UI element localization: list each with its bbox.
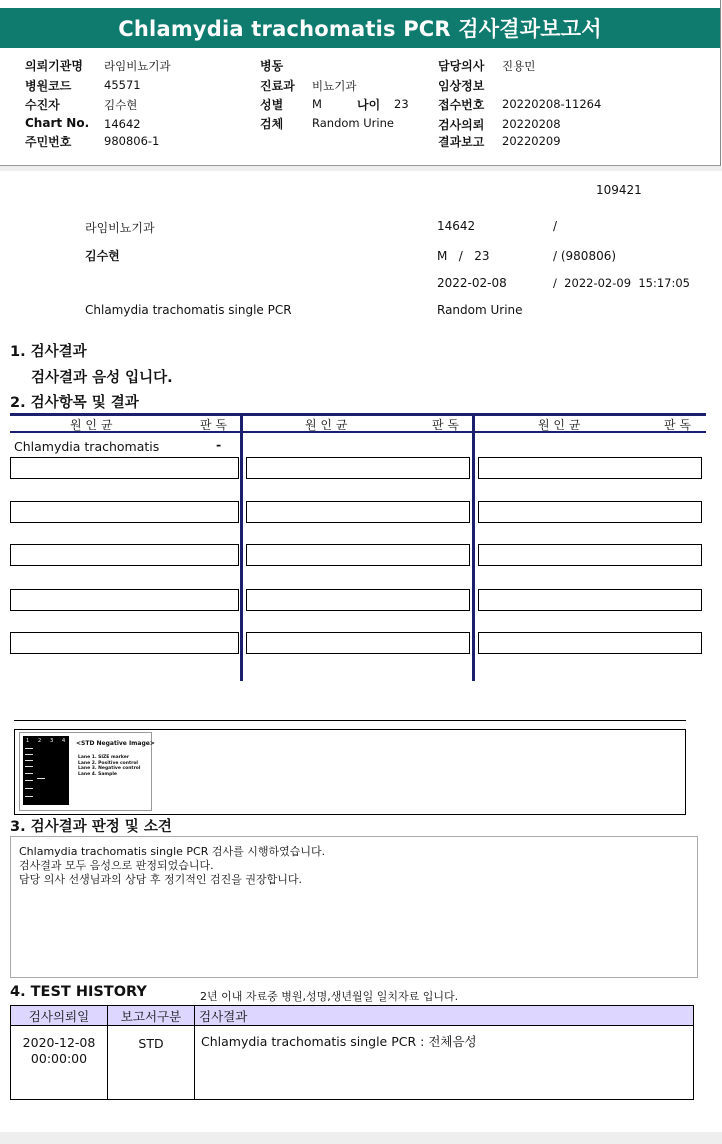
result-box <box>478 501 702 523</box>
value-department: 비뇨기과 <box>312 79 357 93</box>
opinion-line: 검사결과 모두 음성으로 판정되었습니다. <box>19 859 214 872</box>
result-box <box>10 589 239 611</box>
report-title: Chlamydia trachomatis PCR 검사결과보고서 <box>0 8 720 48</box>
col-organism-2: 원 인 균 <box>305 418 348 432</box>
section2-heading: 2. 검사항목 및 결과 <box>10 395 139 411</box>
info-sex-age: M / 23 <box>437 249 490 263</box>
info-patient: 김수현 <box>85 249 120 263</box>
result-box <box>478 632 702 654</box>
result-box <box>10 501 239 523</box>
value-request-date: 20220208 <box>502 117 561 131</box>
label-chart-no: Chart No. <box>25 116 90 130</box>
gel-band <box>25 748 33 749</box>
gel-band <box>37 778 45 779</box>
history-col-type: 보고서구분 <box>108 1006 195 1026</box>
history-result: Chlamydia trachomatis single PCR : 전체음성 <box>195 1026 694 1100</box>
table-row <box>11 1026 694 1100</box>
label-hospital-code: 병원코드 <box>25 79 72 93</box>
gel-electrophoresis-image <box>23 736 69 805</box>
item-result: - <box>216 437 222 452</box>
gel-band <box>25 760 33 761</box>
history-date-cell <box>11 1026 108 1100</box>
result-box <box>10 632 239 654</box>
label-doctor: 담당의사 <box>438 59 485 73</box>
gel-legend-line: Lane 2. Positive control <box>78 760 138 766</box>
gel-band <box>25 788 33 789</box>
col-judge-1: 판 독 <box>200 418 227 432</box>
history-header-row <box>11 1006 694 1026</box>
opinion-box <box>10 836 698 978</box>
info-test-name: Chlamydia trachomatis single PCR <box>85 303 292 317</box>
value-report-date: 20220209 <box>502 134 561 148</box>
results-table-divider-2 <box>472 413 475 681</box>
label-receipt-no: 접수번호 <box>438 98 485 112</box>
history-col-result: 검사결과 <box>195 1006 694 1026</box>
results-table-top-rule <box>10 413 706 416</box>
value-resident-no: 980806-1 <box>104 134 160 148</box>
info-clinic: 라임비뇨기과 <box>85 221 155 235</box>
result-box <box>246 457 470 479</box>
result-box <box>478 544 702 566</box>
image-top-rule <box>14 720 686 721</box>
gel-band <box>25 773 33 774</box>
gel-legend-lines <box>78 755 140 777</box>
label-ward: 병동 <box>260 59 284 73</box>
gel-band <box>25 766 33 767</box>
gel-lane-3: 3 <box>50 738 54 744</box>
results-table-divider-1 <box>240 413 243 681</box>
gel-legend-line: Lane 1. SIZE marker <box>78 755 130 760</box>
label-report-date: 결과보고 <box>438 135 485 149</box>
opinion-line: Chlamydia trachomatis single PCR 검사를 시행하였습니다. <box>19 845 326 858</box>
info-chart: 14642 <box>437 219 476 233</box>
footer-strip <box>0 1132 722 1144</box>
value-age: 23 <box>394 97 409 111</box>
section1-result: 검사결과 음성 입니다. <box>31 370 173 386</box>
gel-lane-1: 1 <box>26 738 30 744</box>
info-birth: / (980806) <box>553 249 617 263</box>
gel-lane-4: 4 <box>62 738 66 744</box>
section3-heading: 3. 검사결과 판정 및 소견 <box>10 819 172 835</box>
col-organism-1: 원 인 균 <box>70 418 113 432</box>
gel-legend-line: Lane 4. Sample <box>78 771 117 777</box>
section1-heading: 1. 검사결과 <box>10 344 87 360</box>
opinion-line: 담당 의사 선생님과의 상담 후 정기적인 검진을 권장합니다. <box>19 873 302 886</box>
col-judge-2: 판 독 <box>432 418 459 432</box>
result-box <box>10 457 239 479</box>
history-date: 2020-12-08 <box>22 1035 96 1050</box>
result-box <box>246 501 470 523</box>
result-box <box>246 632 470 654</box>
info-report-datetime: / 2022-02-09 15:17:05 <box>553 276 690 290</box>
item-organism: Chlamydia trachomatis <box>14 439 160 454</box>
results-table-header-rule <box>10 431 706 433</box>
gel-band <box>25 796 33 797</box>
info-slash: / <box>553 219 558 233</box>
section4-heading: 4. TEST HISTORY <box>10 984 147 1000</box>
value-specimen: Random Urine <box>312 116 394 130</box>
history-time: 00:00:00 <box>30 1051 88 1066</box>
label-request-date: 검사의뢰 <box>438 118 485 132</box>
gel-legend-title: <STD Negative Image> <box>76 740 155 747</box>
info-specimen: Random Urine <box>437 303 523 317</box>
history-col-date: 검사의뢰일 <box>11 1006 108 1026</box>
history-table <box>10 1005 694 1100</box>
label-sex: 성별 <box>260 98 284 112</box>
label-patient: 수진자 <box>25 98 60 112</box>
gel-band <box>25 780 33 781</box>
history-note: 2년 이내 자료중 병원,성명,생년월일 일치자료 입니다. <box>200 990 459 1003</box>
value-requesting-clinic: 라임비뇨기과 <box>104 59 171 73</box>
label-age: 나이 <box>357 98 381 112</box>
label-requesting-clinic: 의뢰기관명 <box>25 59 83 73</box>
col-judge-3: 판 독 <box>664 418 691 432</box>
value-receipt-no: 20220208-11264 <box>502 97 602 111</box>
info-request-date: 2022-02-08 <box>437 276 507 290</box>
col-organism-3: 원 인 균 <box>538 418 581 432</box>
result-box <box>246 544 470 566</box>
value-sex: M <box>312 97 322 111</box>
value-doctor: 진용민 <box>502 59 536 73</box>
header-strip <box>0 166 722 171</box>
value-hospital-code: 45571 <box>104 78 141 92</box>
result-box <box>246 589 470 611</box>
value-chart-no: 14642 <box>104 117 141 131</box>
gel-legend-line: Lane 3. Negative control <box>78 766 141 771</box>
label-clinical-info: 임상정보 <box>438 79 485 93</box>
gel-band <box>25 754 33 755</box>
label-department: 진료과 <box>260 79 295 93</box>
label-specimen: 검체 <box>260 117 284 131</box>
result-box <box>10 544 239 566</box>
value-patient: 김수현 <box>104 98 138 112</box>
history-type: STD <box>108 1026 195 1100</box>
report-code: 109421 <box>596 183 642 197</box>
gel-lane-2: 2 <box>38 738 42 744</box>
result-box <box>478 589 702 611</box>
result-box <box>478 457 702 479</box>
label-resident-no: 주민번호 <box>25 135 72 149</box>
